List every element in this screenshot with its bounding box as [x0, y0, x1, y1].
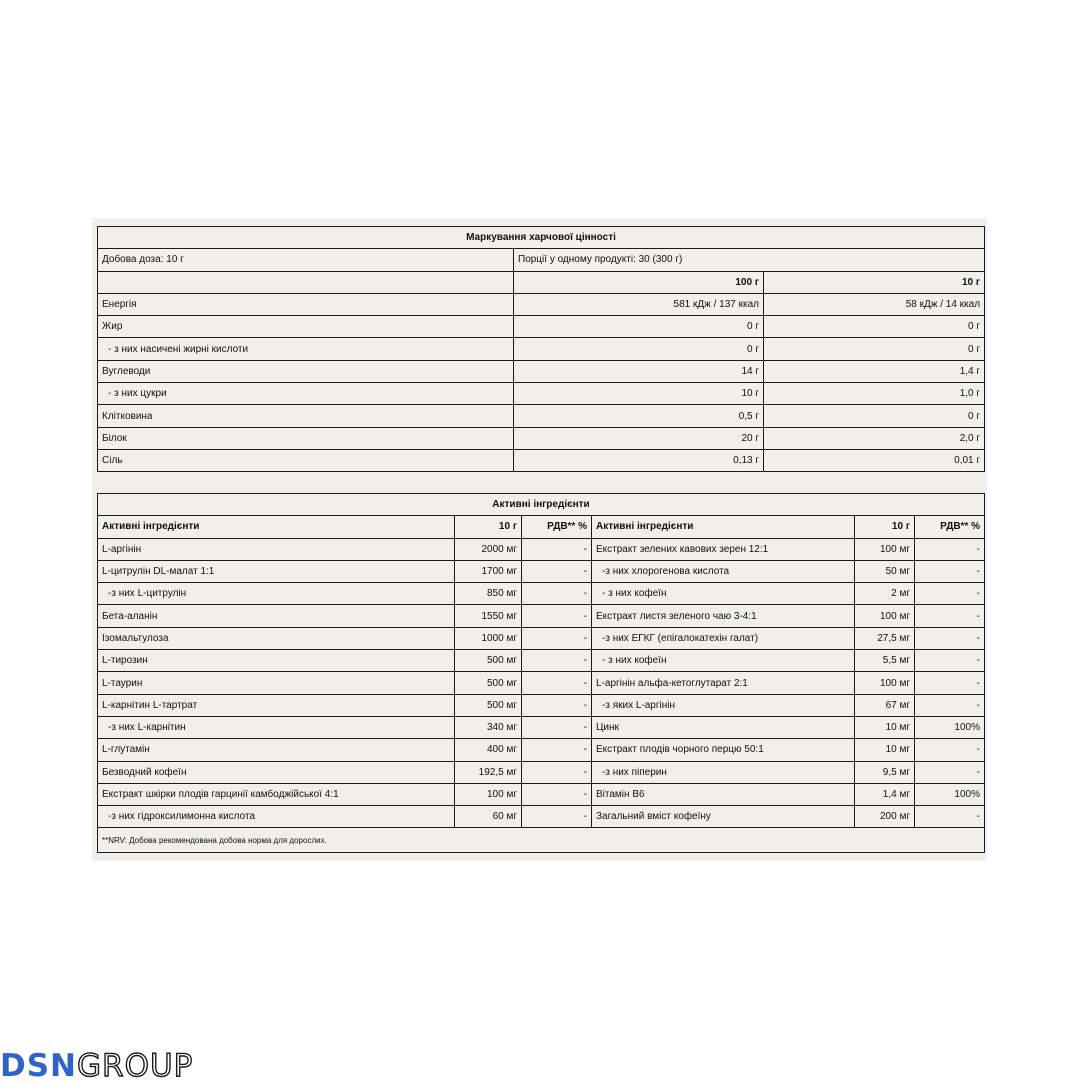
nutrition-row [98, 293, 985, 315]
ingredient-rdv-left: - [522, 694, 592, 716]
header-amount-left: 10 г [455, 516, 522, 538]
ingredient-amount-right: 1,4 мг [855, 783, 915, 805]
ingredient-amount-left: 192,5 мг [455, 761, 522, 783]
ingredient-name-left: Бета-аланін [98, 605, 455, 627]
header-name-left: Активні інгредієнти [98, 516, 455, 538]
ingredient-row [98, 627, 985, 649]
ingredient-name-left: L-таурин [98, 672, 455, 694]
nutrition-row [98, 338, 985, 360]
portions: Порції у одному продукті: 30 (300 г) [514, 249, 985, 271]
ingredient-rdv-left: - [522, 583, 592, 605]
nutrient-name: Клітковина [98, 405, 514, 427]
ingredient-name-left: Екстракт шкірки плодів гарцинії камбоджійської 4:1 [98, 783, 455, 805]
nutrition-row [98, 360, 985, 382]
ingredient-amount-left: 1000 мг [455, 627, 522, 649]
ingredient-name-right: Вітамін B6 [592, 783, 855, 805]
ingredient-rdv-right: - [915, 672, 985, 694]
nutrient-value-10g: 0 г [764, 338, 985, 360]
ingredient-rdv-left: - [522, 605, 592, 627]
ingredient-rdv-right: 100% [915, 716, 985, 738]
ingredient-name-right: Цинк [592, 716, 855, 738]
nutrient-value-10g: 0 г [764, 405, 985, 427]
nutrient-value-100g: 14 г [514, 360, 764, 382]
ingredient-row [98, 605, 985, 627]
ingredient-name-left: -з них гідроксилимонна кислота [98, 806, 455, 828]
nutrient-value-100g: 0,13 г [514, 449, 764, 471]
nutrition-row [98, 427, 985, 449]
ingredient-rdv-left: - [522, 560, 592, 582]
ingredient-amount-left: 100 мг [455, 783, 522, 805]
nutrient-value-100g: 581 кДж / 137 ккал [514, 293, 764, 315]
ingredient-name-left: L-тирозин [98, 650, 455, 672]
ingredient-name-right: -з них ЕГКГ (епігалокатехін галат) [592, 627, 855, 649]
ingredient-amount-left: 500 мг [455, 694, 522, 716]
ingredient-name-left: L-цитрулін DL-малат 1:1 [98, 560, 455, 582]
nutrition-title: Маркування харчової цінності [98, 227, 985, 249]
ingredient-rdv-right: - [915, 538, 985, 560]
ingredient-row [98, 650, 985, 672]
ingredient-amount-right: 50 мг [855, 560, 915, 582]
ingredient-rdv-left: - [522, 672, 592, 694]
ingredient-rdv-left: - [522, 783, 592, 805]
ingredient-rdv-right: - [915, 605, 985, 627]
nutrient-name: Жир [98, 316, 514, 338]
ingredient-amount-right: 5,5 мг [855, 650, 915, 672]
nutrient-value-100g: 0 г [514, 338, 764, 360]
ingredient-name-left: L-глутамін [98, 739, 455, 761]
ingredient-amount-right: 9,5 мг [855, 761, 915, 783]
footnote-row [98, 828, 985, 853]
ingredient-name-right: Екстракт листя зеленого чаю 3-4:1 [592, 605, 855, 627]
ingredient-name-left: -з них L-карнітин [98, 716, 455, 738]
nutrient-name: Сіль [98, 449, 514, 471]
ingredient-amount-right: 27,5 мг [855, 627, 915, 649]
nutrient-name: Енергія [98, 293, 514, 315]
ingredient-rdv-left: - [522, 627, 592, 649]
header-rdv-right: РДВ** % [915, 516, 985, 538]
ingredient-rdv-left: - [522, 650, 592, 672]
nutrition-row [98, 405, 985, 427]
nutrient-name: Білок [98, 427, 514, 449]
ingredient-rdv-right: 100% [915, 783, 985, 805]
ingredient-rdv-right: - [915, 739, 985, 761]
nutrient-value-10g: 1,0 г [764, 383, 985, 405]
ingredient-amount-left: 60 мг [455, 806, 522, 828]
active-title: Активні інгредієнти [98, 494, 985, 516]
ingredient-rdv-right: - [915, 627, 985, 649]
ingredient-name-right: - з них кофеїн [592, 650, 855, 672]
ingredient-name-left: -з них L-цитрулін [98, 583, 455, 605]
logo-dsn: DSN [0, 1047, 78, 1084]
ingredient-row [98, 694, 985, 716]
ingredient-row [98, 806, 985, 828]
header-name-right: Активні інгредієнти [592, 516, 855, 538]
ingredient-name-left: Безводний кофеїн [98, 761, 455, 783]
ingredient-row [98, 538, 985, 560]
ingredient-name-right: L-аргінін альфа-кетоглутарат 2:1 [592, 672, 855, 694]
ingredient-rdv-left: - [522, 806, 592, 828]
ingredient-rdv-left: - [522, 716, 592, 738]
active-ingredients-table [97, 493, 985, 853]
nutrient-value-10g: 58 кДж / 14 ккал [764, 293, 985, 315]
ingredient-rdv-right: - [915, 761, 985, 783]
ingredient-name-right: -з них хлорогенова кислота [592, 560, 855, 582]
ingredient-row [98, 583, 985, 605]
header-amount-right: 10 г [855, 516, 915, 538]
ingredient-row [98, 560, 985, 582]
ingredient-name-left: L-аргінін [98, 538, 455, 560]
nutrient-name: Вуглеводи [98, 360, 514, 382]
ingredient-rdv-right: - [915, 583, 985, 605]
nutrient-value-10g: 0,01 г [764, 449, 985, 471]
ingredient-rdv-right: - [915, 650, 985, 672]
ingredient-amount-left: 340 мг [455, 716, 522, 738]
ingredient-name-right: Загальний вміст кофеїну [592, 806, 855, 828]
col-header-10g: 10 г [764, 271, 985, 293]
header-rdv-left: РДВ** % [522, 516, 592, 538]
ingredient-rdv-right: - [915, 806, 985, 828]
ingredient-amount-right: 100 мг [855, 672, 915, 694]
ingredient-row [98, 761, 985, 783]
ingredient-name-left: Ізомальтулоза [98, 627, 455, 649]
logo-group: GROUP [77, 1047, 194, 1084]
ingredient-amount-left: 1550 мг [455, 605, 522, 627]
ingredient-row [98, 716, 985, 738]
ingredient-amount-left: 2000 мг [455, 538, 522, 560]
nutrient-value-100g: 0 г [514, 316, 764, 338]
nutrition-table [97, 226, 985, 472]
ingredient-name-left: L-карнітин L-тартрат [98, 694, 455, 716]
ingredient-amount-right: 2 мг [855, 583, 915, 605]
nutrient-value-100g: 0,5 г [514, 405, 764, 427]
dsn-group-logo [0, 1047, 194, 1084]
ingredient-row [98, 739, 985, 761]
ingredient-amount-left: 850 мг [455, 583, 522, 605]
ingredient-name-right: Екстракт зелених кавових зерен 12:1 [592, 538, 855, 560]
nutrient-value-10g: 2,0 г [764, 427, 985, 449]
ingredient-amount-right: 100 мг [855, 538, 915, 560]
ingredient-rdv-left: - [522, 739, 592, 761]
ingredient-amount-right: 67 мг [855, 694, 915, 716]
nutrient-value-100g: 20 г [514, 427, 764, 449]
ingredient-row [98, 672, 985, 694]
nutrition-row [98, 383, 985, 405]
ingredient-name-right: -з них піперин [592, 761, 855, 783]
footnote: **NRV: Добова рекомендована добова норма для дорослих. [98, 828, 985, 853]
col-header-100g: 100 г [514, 271, 764, 293]
ingredient-rdv-right: - [915, 560, 985, 582]
ingredient-rdv-right: - [915, 694, 985, 716]
ingredient-rdv-left: - [522, 761, 592, 783]
ingredient-amount-left: 400 мг [455, 739, 522, 761]
ingredient-row [98, 783, 985, 805]
nutrient-value-10g: 0 г [764, 316, 985, 338]
ingredient-rdv-left: - [522, 538, 592, 560]
ingredient-amount-left: 500 мг [455, 672, 522, 694]
ingredient-amount-right: 10 мг [855, 716, 915, 738]
nutrient-value-100g: 10 г [514, 383, 764, 405]
nutrient-value-10g: 1,4 г [764, 360, 985, 382]
ingredient-amount-right: 100 мг [855, 605, 915, 627]
nutrition-row [98, 449, 985, 471]
ingredient-amount-left: 500 мг [455, 650, 522, 672]
nutrient-name: - з них насичені жирні кислоти [98, 338, 514, 360]
ingredient-name-right: Екстракт плодів чорного перцю 50:1 [592, 739, 855, 761]
daily-dose: Добова доза: 10 г [98, 249, 514, 271]
ingredient-name-right: -з яких L-аргінін [592, 694, 855, 716]
ingredient-amount-right: 10 мг [855, 739, 915, 761]
ingredient-amount-left: 1700 мг [455, 560, 522, 582]
nutrition-row [98, 316, 985, 338]
ingredient-amount-right: 200 мг [855, 806, 915, 828]
ingredient-name-right: - з них кофеїн [592, 583, 855, 605]
nutrient-name: - з них цукри [98, 383, 514, 405]
nutrition-header-blank [98, 271, 514, 293]
